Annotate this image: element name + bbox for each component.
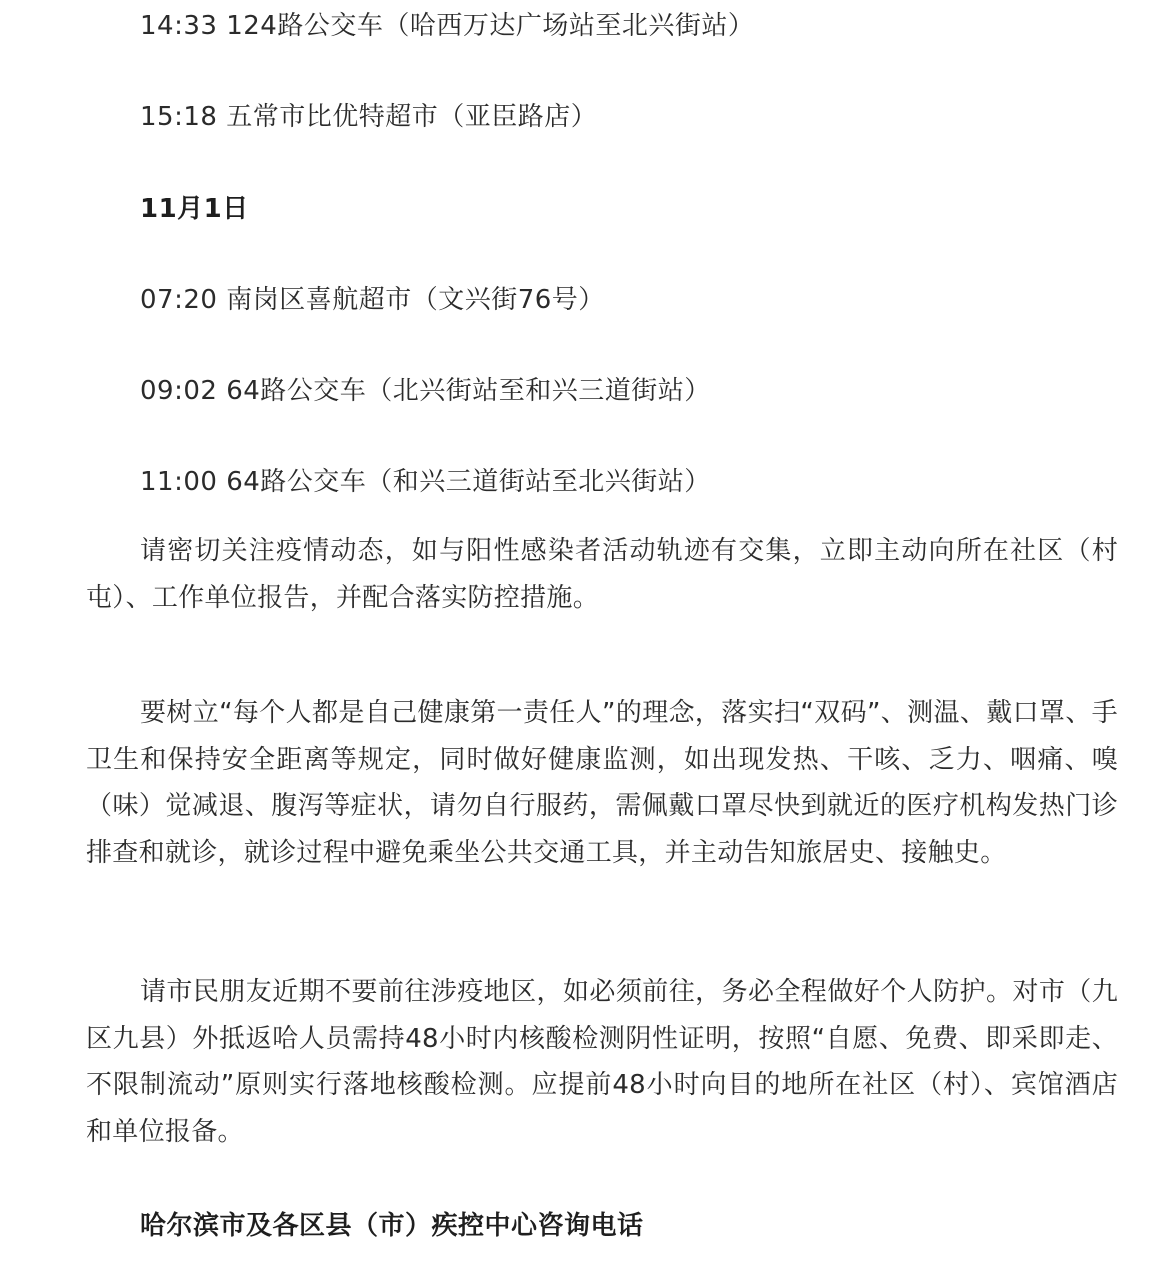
itinerary-place: 64路公交车（北兴街站至和兴三道街站） <box>226 376 711 406</box>
itinerary-item <box>140 277 605 323</box>
itinerary-place: 五常市比优特超市（亚臣路店） <box>226 102 598 132</box>
date-heading: 11月1日 <box>140 194 249 224</box>
itinerary-time: 11:00 <box>140 467 218 497</box>
itinerary-item <box>140 94 597 140</box>
itinerary-place: 124路公交车（哈西万达广场站至北兴街站） <box>226 11 755 41</box>
notice-paragraph-travel: 请市民朋友近期不要前往涉疫地区，如必须前往，务必全程做好个人防护。对市（九区九县）外抵返哈人员需持48小时内核酸检测阴性证明，按照“自愿、免费、即采即走、不限制流动”原则实行落地核酸检测。应提前48小时向目的地所在社区（村）、宾馆酒店和单位报备。 <box>86 977 1118 1147</box>
notice-paragraph-report: 请密切关注疫情动态，如与阳性感染者活动轨迹有交集，立即主动向所在社区（村屯）、工作单位报告，并配合落实防控措施。 <box>86 536 1118 613</box>
itinerary-place: 南岗区喜航超市（文兴街76号） <box>226 285 605 315</box>
itinerary-item <box>140 368 711 414</box>
itinerary-time: 15:18 <box>140 102 218 132</box>
section-heading: 哈尔滨市及各区县（市）疾控中心咨询电话 <box>140 1211 644 1241</box>
itinerary-item <box>140 3 754 49</box>
itinerary-time: 14:33 <box>140 11 218 41</box>
notice-paragraph-health: 要树立“每个人都是自己健康第一责任人”的理念，落实扫“双码”、测温、戴口罩、手卫生和保持安全距离等规定，同时做好健康监测，如出现发热、干咳、乏力、咽痛、嗅（味）觉减退、腹泻等症状，请勿自行服药，需佩戴口罩尽快到就近的医疗机构发热门诊排查和就诊，就诊过程中避免乘坐公共交通工具，并主动告知旅居史、接触史。 <box>86 698 1118 868</box>
itinerary-item <box>140 459 711 505</box>
itinerary-time: 09:02 <box>140 376 218 406</box>
itinerary-place: 64路公交车（和兴三道街站至北兴街站） <box>226 467 711 497</box>
itinerary-time: 07:20 <box>140 285 218 315</box>
